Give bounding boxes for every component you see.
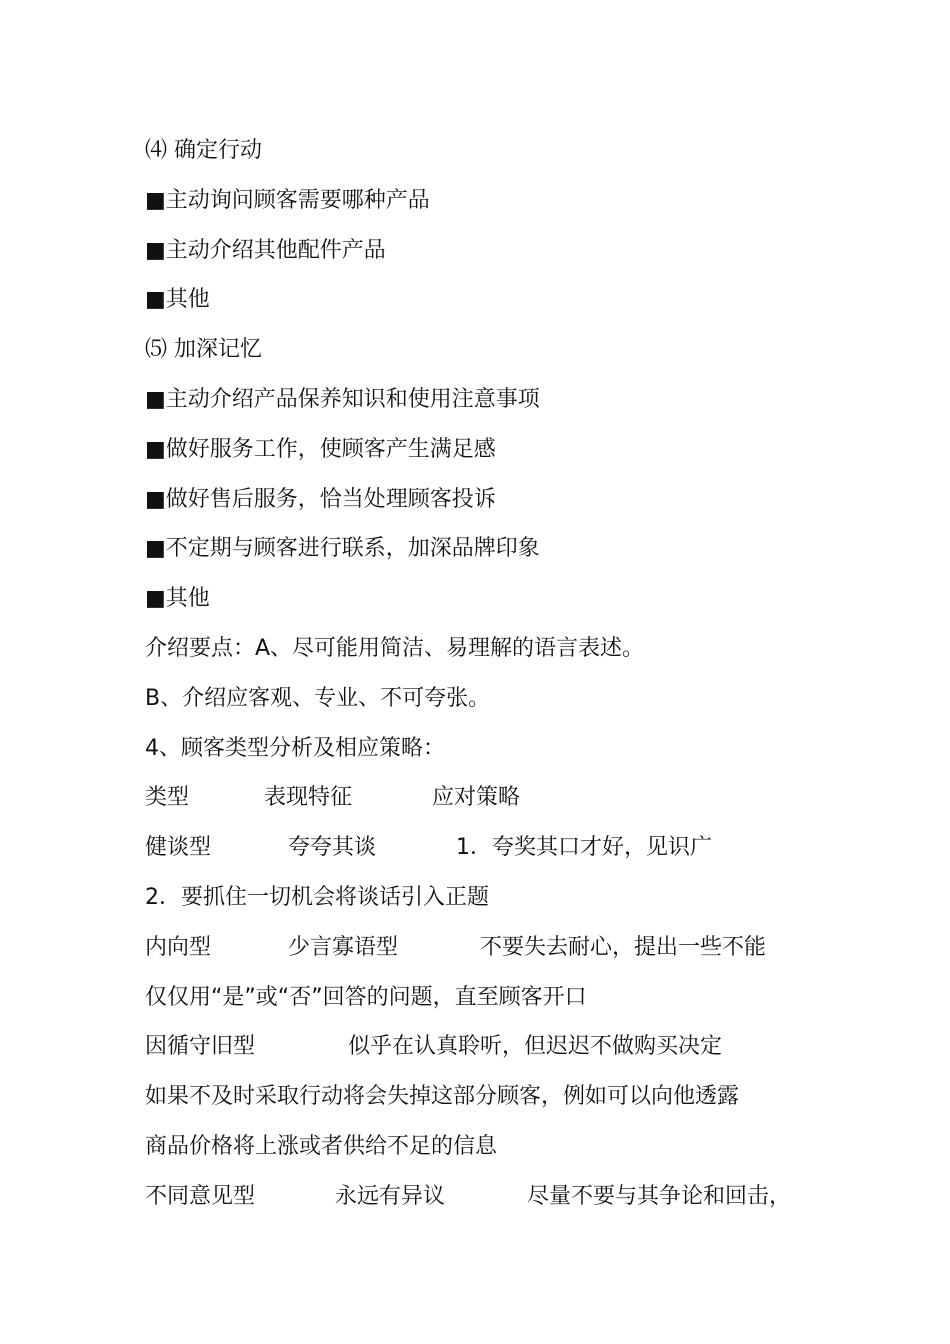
header-type: 类型 — [145, 785, 190, 811]
row-feature: 少言寡语型 — [288, 934, 399, 960]
row-type: 内向型 — [145, 934, 212, 960]
row-type: 因循守旧型 — [145, 1034, 256, 1060]
table-row — [145, 823, 825, 873]
row-strategy-continued: 仅仅用“是”或“否”回答的问题，直至顾客开口 — [145, 984, 587, 1010]
row-strategy: 1．夸奖其口才好，见识广 — [456, 835, 712, 861]
section-heading-5: ⑸ 加深记忆 — [145, 337, 262, 363]
bullet-item: ■做好售后服务，恰当处理顾客投诉 — [145, 486, 496, 512]
key-points-b: B、介绍应客观、专业、不可夸张。 — [145, 685, 491, 711]
row-type: 健谈型 — [145, 835, 212, 861]
document-body — [145, 126, 825, 1222]
row-strategy-continued: 如果不及时采取行动将会失掉这部分顾客，例如可以向他透露 — [145, 1084, 740, 1110]
bullet-item: ■其他 — [145, 287, 210, 313]
row-feature: 夸夸其谈 — [288, 835, 377, 861]
row-strategy: 不要失去耐心，提出一些不能 — [480, 934, 767, 960]
table-row — [145, 1172, 825, 1222]
bullet-item: ■主动介绍产品保养知识和使用注意事项 — [145, 386, 540, 412]
row-strategy-continued: 2．要抓住一切机会将谈话引入正题 — [145, 884, 489, 910]
row-feature: 似乎在认真聆听，但迟迟不做购买决定 — [348, 1034, 723, 1060]
table-header — [145, 773, 825, 823]
section-heading-4: ⑷ 确定行动 — [145, 138, 262, 163]
bullet-item: ■不定期与顾客进行联系，加深品牌印象 — [145, 536, 540, 562]
table-row — [145, 923, 825, 973]
row-type: 不同意见型 — [145, 1183, 256, 1209]
header-strategy: 应对策略 — [432, 785, 521, 811]
bullet-item: ■主动介绍其他配件产品 — [145, 237, 386, 263]
bullet-item: ■其他 — [145, 586, 210, 612]
row-strategy: 尽量不要与其争论和回击， — [527, 1183, 792, 1209]
row-strategy-continued: 商品价格将上涨或者供给不足的信息 — [145, 1133, 498, 1159]
header-feature: 表现特征 — [264, 785, 353, 811]
key-points-a: 介绍要点：A、尽可能用简洁、易理解的语言表述。 — [145, 635, 645, 661]
row-feature: 永远有异议 — [335, 1183, 446, 1209]
bullet-item: ■主动询问顾客需要哪种产品 — [145, 187, 430, 213]
bullet-item: ■做好服务工作，使顾客产生满足感 — [145, 436, 496, 462]
section-heading-customer-types: 4、顾客类型分析及相应策略： — [145, 735, 445, 761]
table-row — [145, 1022, 825, 1072]
